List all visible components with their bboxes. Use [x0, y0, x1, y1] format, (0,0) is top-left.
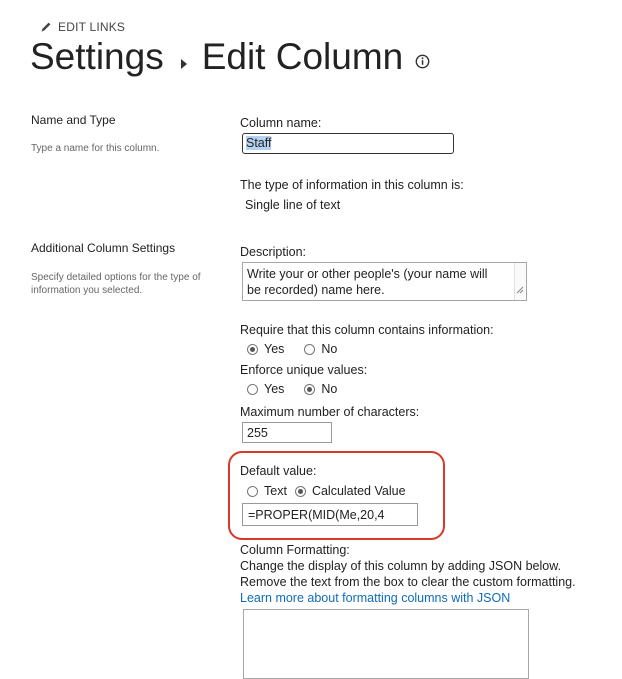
- max-chars-input[interactable]: [242, 422, 332, 443]
- edit-links-button[interactable]: [40, 20, 125, 34]
- section-desc-additional-1: Specify detailed options for the type of: [31, 272, 201, 283]
- default-value-input[interactable]: [242, 503, 418, 526]
- formatting-label: Column Formatting:: [240, 543, 350, 557]
- require-no-label[interactable]: No: [321, 342, 338, 356]
- formatting-desc-1: Change the display of this column by adding JSON below.: [240, 559, 562, 573]
- formatting-desc-2: Remove the text from the box to clear the custom formatting.: [240, 575, 576, 589]
- require-yes-radio[interactable]: [247, 344, 258, 355]
- max-chars-value: 255: [247, 426, 268, 440]
- enforce-unique-radio-group: [247, 382, 349, 396]
- formatting-json-textarea[interactable]: [243, 609, 529, 679]
- max-chars-label: Maximum number of characters:: [240, 405, 420, 419]
- description-line-1: Write your or other people's (your name will: [247, 267, 488, 281]
- breadcrumb-current: Edit Column: [201, 36, 404, 77]
- section-desc-additional-2: information you selected.: [31, 285, 143, 296]
- default-value-label: Default value:: [240, 464, 317, 478]
- default-calculated-radio[interactable]: [295, 486, 306, 497]
- breadcrumb-settings-link[interactable]: Settings: [30, 36, 164, 77]
- pencil-icon: [40, 21, 52, 33]
- default-text-radio[interactable]: [247, 486, 258, 497]
- column-name-input[interactable]: [242, 133, 454, 154]
- type-info-value: Single line of text: [245, 198, 341, 212]
- default-text-label[interactable]: Text: [264, 484, 287, 498]
- description-textarea[interactable]: [242, 262, 527, 301]
- default-calculated-label[interactable]: Calculated Value: [311, 484, 406, 498]
- page-title: [30, 36, 430, 78]
- info-icon[interactable]: [415, 36, 430, 78]
- resize-grip-icon[interactable]: [516, 282, 524, 298]
- default-value-radio-group: [247, 484, 418, 498]
- require-yes-label[interactable]: Yes: [264, 342, 285, 356]
- section-title-name-type: Name and Type: [31, 113, 116, 127]
- enforce-no-label[interactable]: No: [321, 382, 338, 396]
- default-value-text: =PROPER(MID(Me,20,4: [248, 508, 385, 522]
- edit-links-label: EDIT LINKS: [58, 20, 126, 34]
- require-label: Require that this column contains information:: [240, 323, 494, 337]
- type-info-label: The type of information in this column is:: [240, 178, 464, 192]
- formatting-learn-more-link[interactable]: Learn more about formatting columns with JSON: [240, 591, 511, 605]
- require-no-radio[interactable]: [304, 344, 315, 355]
- description-label: Description:: [240, 245, 306, 259]
- enforce-no-radio[interactable]: [304, 384, 315, 395]
- column-name-label: Column name:: [240, 116, 322, 130]
- require-radio-group: [247, 342, 349, 356]
- enforce-yes-label[interactable]: Yes: [264, 382, 285, 396]
- enforce-unique-label: Enforce unique values:: [240, 363, 368, 377]
- enforce-yes-radio[interactable]: [247, 384, 258, 395]
- description-line-2: be recorded) name here.: [247, 283, 385, 297]
- section-title-additional: Additional Column Settings: [31, 241, 176, 255]
- breadcrumb-arrow-icon: [180, 36, 188, 78]
- section-desc-name-type: Type a name for this column.: [31, 143, 160, 154]
- column-name-value: Staff: [246, 136, 272, 150]
